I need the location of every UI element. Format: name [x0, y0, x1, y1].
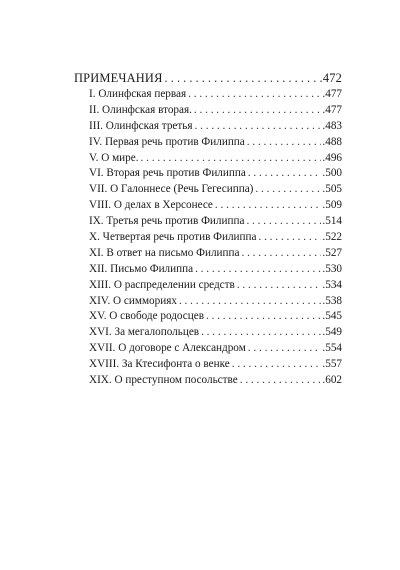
toc-entry — [74, 262, 342, 278]
dot-leader — [165, 70, 319, 87]
toc-entry-page: .500 — [322, 167, 342, 180]
toc-entry-page: .509 — [322, 199, 342, 212]
toc-entry — [74, 373, 342, 389]
dot-leader — [188, 87, 321, 103]
toc-entry — [74, 357, 342, 373]
dot-leader — [248, 341, 322, 357]
toc-entry-title: VI. Вторая речь против Филиппа — [89, 167, 246, 180]
dot-leader — [195, 119, 322, 135]
toc-entry-page: .483 — [322, 119, 342, 132]
toc-entry-page: .477 — [322, 88, 342, 100]
toc-entry — [74, 103, 342, 119]
toc-entry — [74, 151, 342, 167]
toc-entry-page: .545 — [322, 310, 342, 323]
toc-entry — [74, 278, 342, 294]
toc-entry-title: IV. Первая речь против Филиппа — [89, 135, 245, 148]
toc-entry — [74, 135, 342, 151]
toc-entry-title: VII. О Галоннесе (Речь Гегесиппа) — [89, 183, 254, 196]
toc-entry-page: .527 — [322, 246, 342, 259]
toc-entry-title: X. Четвертая речь против Филиппа — [89, 231, 257, 244]
dot-leader — [194, 103, 322, 119]
toc-heading-title: ПРИМЕЧАНИЯ — [74, 71, 163, 85]
toc-entry-title: XIII. О распределении средств — [89, 278, 235, 291]
toc-entry-page: .522 — [322, 231, 342, 244]
toc-entry-page: .488 — [322, 135, 342, 148]
table-of-contents — [74, 70, 342, 389]
toc-entry-page: .514 — [322, 215, 342, 228]
toc-entry-page: .549 — [322, 326, 342, 339]
dot-leader — [248, 166, 322, 182]
dot-leader — [241, 246, 321, 262]
toc-entry-title: V. О мире. — [89, 151, 139, 164]
toc-entry-page: .554 — [322, 342, 342, 355]
toc-entry-title: VIII. О делах в Херсонесе — [89, 199, 213, 212]
toc-entry-title: II. Олинфская вторая. — [89, 103, 192, 116]
dot-leader — [206, 309, 321, 325]
dot-leader — [258, 230, 321, 246]
toc-entry-page: .505 — [322, 183, 342, 196]
toc-entry — [74, 182, 342, 198]
dot-leader — [215, 198, 322, 214]
toc-entry-page: .534 — [322, 278, 342, 291]
toc-entry-title: XVII. О договоре с Александром — [89, 342, 246, 355]
toc-entry-title: I. Олинфская первая — [89, 88, 187, 100]
dot-leader — [232, 357, 322, 373]
toc-entry-title: III. Олинфская третья — [89, 119, 193, 132]
dot-leader — [240, 373, 322, 389]
toc-entry — [74, 198, 342, 214]
toc-entry-title: IX. Третья речь против Филиппа — [89, 215, 245, 228]
toc-entry — [74, 341, 342, 357]
toc-entry-title: XIX. О преступном посольстве — [89, 374, 238, 387]
toc-entry — [74, 87, 342, 103]
toc-entry-title: XIV. О симмориях — [89, 294, 177, 307]
toc-entry-page: .530 — [322, 262, 342, 275]
toc-entry — [74, 246, 342, 262]
toc-entry — [74, 325, 342, 341]
dot-leader — [201, 325, 321, 341]
toc-entry-page: .477 — [322, 103, 342, 116]
toc-entry-title: XI. В ответ на письмо Филиппа — [89, 246, 240, 259]
toc-entry — [74, 230, 342, 246]
dot-leader — [195, 262, 321, 278]
toc-entry-page: .602 — [322, 374, 342, 387]
dot-leader — [141, 151, 322, 167]
toc-entry — [74, 214, 342, 230]
toc-entry — [74, 166, 342, 182]
dot-leader — [247, 135, 322, 151]
toc-entry-title: XVIII. За Ктесифонта о венке — [89, 358, 230, 371]
toc-entry-title: XV. О свободе родосцев — [89, 310, 204, 323]
toc-entry — [74, 119, 342, 135]
toc-entry — [74, 294, 342, 310]
toc-entry-title: XII. Письмо Филиппа — [89, 262, 194, 275]
toc-heading-page: .472 — [319, 71, 342, 85]
dot-leader — [237, 278, 322, 294]
dot-leader — [246, 214, 321, 230]
toc-entry-page: .496 — [322, 151, 342, 164]
toc-entry-page: .538 — [322, 294, 342, 307]
toc-entry-page: .557 — [322, 358, 342, 371]
toc-entry — [74, 309, 342, 325]
toc-entry-title: XVI. За мегалопольцев — [89, 326, 200, 339]
toc-heading — [74, 70, 342, 87]
dot-leader — [255, 182, 321, 198]
dot-leader — [179, 294, 321, 310]
